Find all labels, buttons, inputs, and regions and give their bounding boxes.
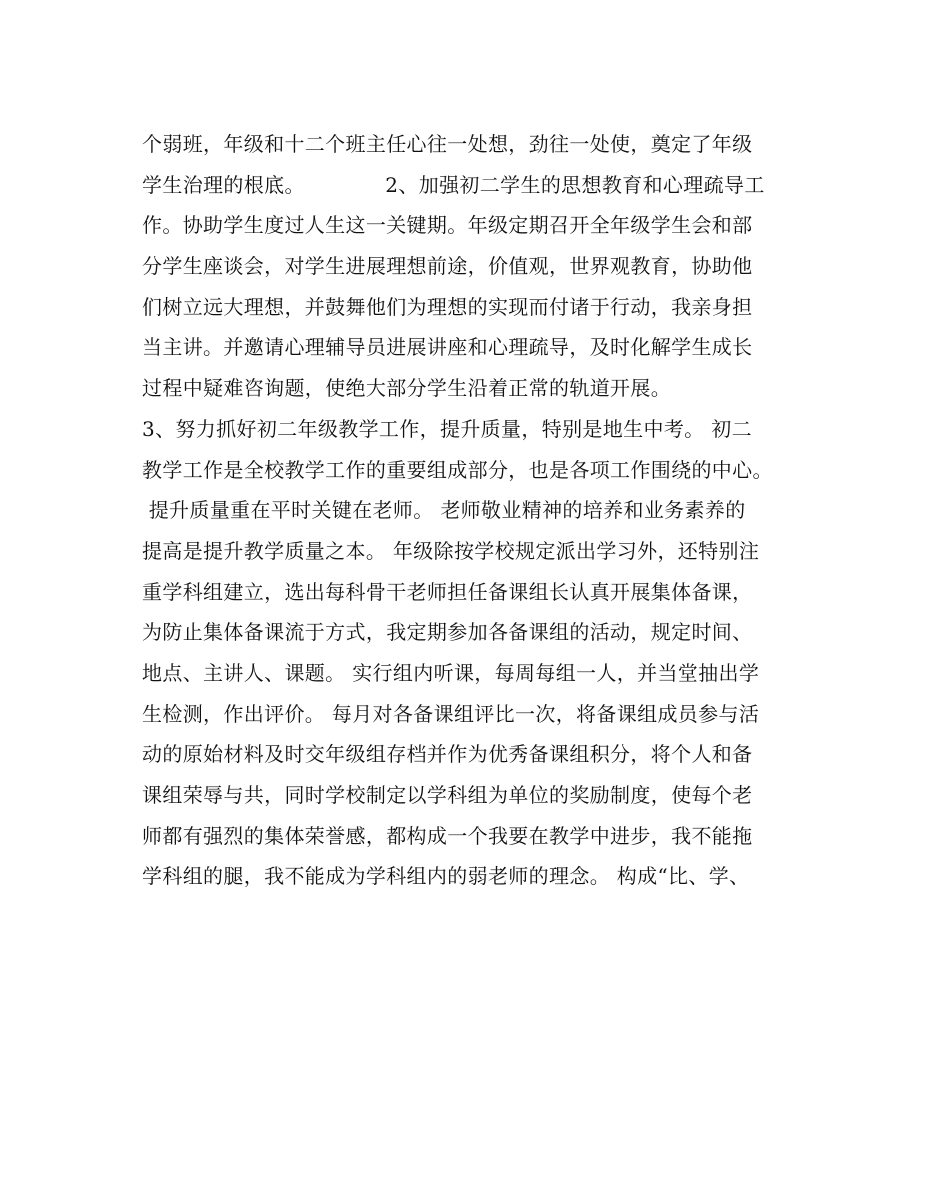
- text-line: 学生治理的根底。 2、加强初二学生的思想教育和心理疏导工: [142, 172, 765, 197]
- text-line: 过程中疑难咨询题，使绝大部分学生沿着正常的轨道开展。: [142, 376, 672, 401]
- text-line: 们树立远大理想，并鼓舞他们为理想的实现而付诸于行动，我亲身担: [142, 294, 753, 319]
- text-line: 当主讲。并邀请心理辅导员进展讲座和心理疏导，及时化解学生成长: [142, 335, 753, 360]
- text-line: 作。协助学生度过人生这一关键期。年级定期召开全年级学生会和部: [142, 213, 753, 238]
- text-line: 个弱班，年级和十二个班主任心往一处想，劲往一处使，奠定了年级: [142, 132, 753, 156]
- text-line: 师都有强烈的集体荣誉感，都构成一个我要在教学中进步，我不能拖: [142, 823, 753, 848]
- body-text: [142, 124, 822, 897]
- text-line: 教学工作是全校教学工作的重要组成部分，也是各项工作围绕的中心。: [142, 457, 773, 482]
- text-line: 为防止集体备课流于方式，我定期参加各备课组的活动，规定时间、: [142, 620, 753, 645]
- text-line: 学科组的腿，我不能成为学科组内的弱老师的理念。 构成“比、学、: [142, 864, 750, 889]
- text-line: 分学生座谈会，对学生进展理想前途，价值观，世界观教育，协助他: [142, 254, 753, 279]
- text-line: 重学科组建立，选出每科骨干老师担任备课组长认真开展集体备课，: [142, 579, 753, 604]
- text-line: 提升质量重在平时关键在老师。 老师敬业精神的培养和业务素养的: [142, 498, 746, 523]
- text-line: 提高是提升教学质量之本。 年级除按学校规定派出学习外，还特别注: [142, 538, 760, 563]
- text-line: 动的原始材料及时交年级组存档并作为优秀备课组积分，将个人和备: [142, 742, 753, 767]
- text-line: 课组荣辱与共，同时学校制定以学科组为单位的奖励制度，使每个老: [142, 783, 753, 807]
- text-line: 3、努力抓好初二年级教学工作，提升质量，特别是地生中考。 初二: [142, 416, 752, 441]
- text-line: 生检测，作出评价。 每月对各备课组评比一次，将备课组成员参与活: [142, 701, 760, 726]
- text-line: 地点、主讲人、课题。 实行组内听课，每周每组一人，并当堂抽出学: [142, 660, 760, 685]
